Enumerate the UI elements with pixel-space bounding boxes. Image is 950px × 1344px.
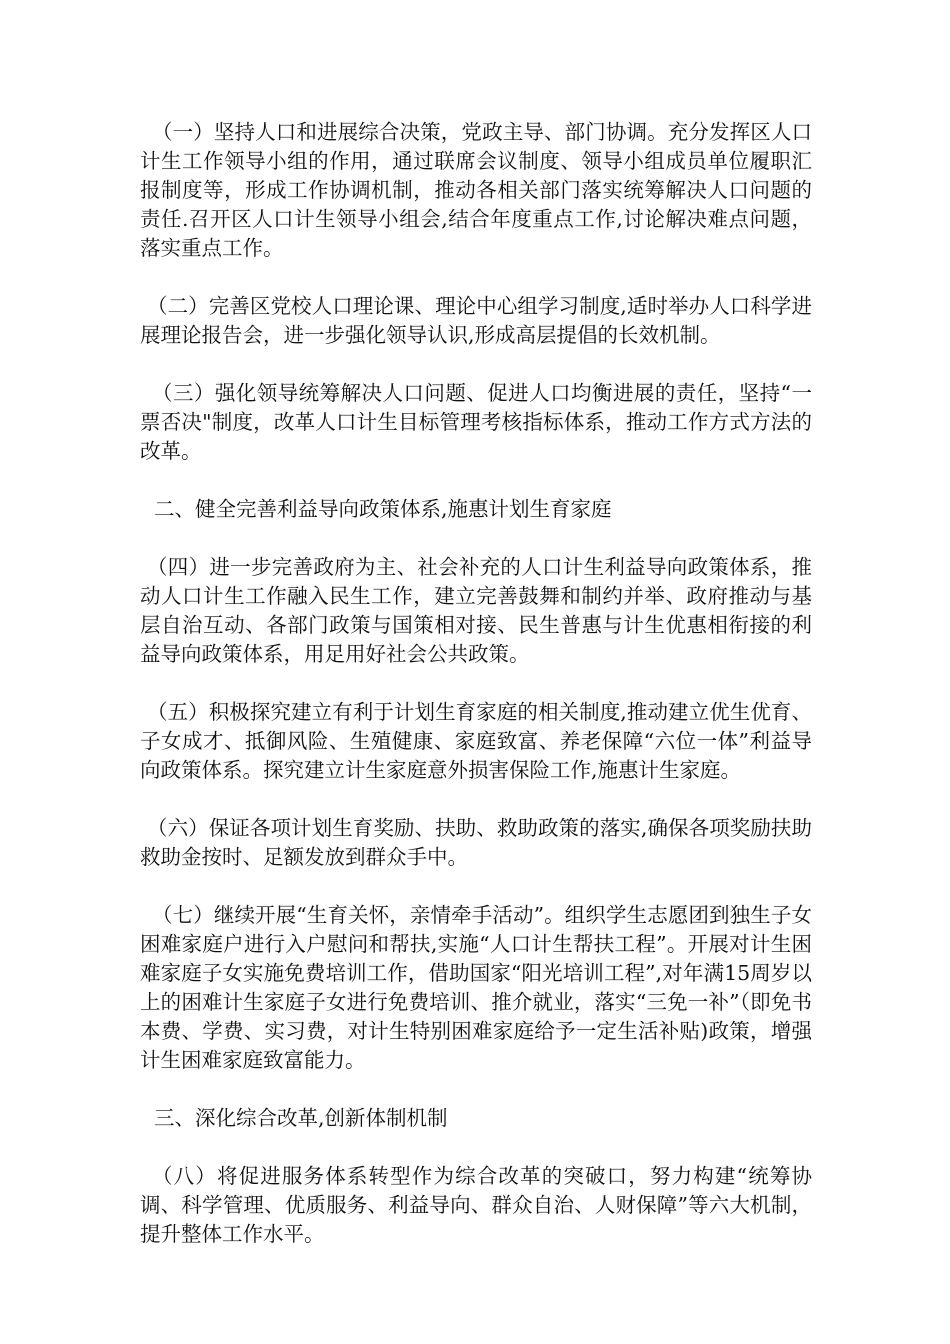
paragraph-5: （五）积极探究建立有利于计划生育家庭的相关制度,推动建立优生优育、子女成才、抵御风险、生殖健康、家庭致富、养老保障“六位一体”利益导向政策体系。探究建立计生家庭意外损害保险工作,施惠计生家庭。 [140,700,812,782]
paragraph-7: （七）继续开展“生育关怀，亲情牵手活动”。组织学生志愿团到独生子女困难家庭户进行入户慰问和帮扶,实施“人口计生帮扶工程”。开展对计生困难家庭子女实施免费培训工作，借助国家“阳光培训工程”,对年满15周岁以上的困难计生家庭子女进行免费培训、推介就业，落实“三免一补”（即免书本费、学费、实习费，对计生特别困难家庭给予一定生活补贴)政策，增强计生困难家庭致富能力。 [140,903,812,1072]
section-heading-2: 二、健全完善利益导向政策体系,施惠计划生育家庭 [154,497,612,521]
paragraph-6: （六）保证各项计划生育奖励、扶助、救助政策的落实,确保各项奖励扶助救助金按时、足额发放到群众手中。 [140,816,812,869]
paragraph-4: （四）进一步完善政府为主、社会补充的人口计生利益导向政策体系，推动人口计生工作融入民生工作，建立完善鼓舞和制约并举、政府推动与基层自治互动、各部门政策与国策相对接、民生普惠与计生优惠相衔接的利益导向政策体系，用足用好社会公共政策。 [140,555,812,666]
document-body [140,118,812,1278]
paragraph-2: （二）完善区党校人口理论课、理论中心组学习制度,适时举办人口科学进展理论报告会，进一步强化领导认识,形成高层提倡的长效机制。 [140,294,812,347]
paragraph-1: （一）坚持人口和进展综合决策，党政主导、部门协调。充分发挥区人口计生工作领导小组的作用，通过联席会议制度、领导小组成员单位履职汇报制度等，形成工作协调机制，推动各相关部门落实统筹解决人口问题的责任.召开区人口计生领导小组会,结合年度重点工作,讨论解决难点问题，落实重点工作。 [140,120,812,260]
paragraph-3: （三）强化领导统筹解决人口问题、促进人口均衡进展的责任，坚持“一票否决"制度，改革人口计生目标管理考核指标体系，推动工作方式方法的改革。 [140,381,812,463]
section-heading-3: 三、深化综合改革,创新体制机制 [154,1106,448,1130]
paragraph-8: （八）将促进服务体系转型作为综合改革的突破口，努力构建“统筹协调、科学管理、优质服务、利益导向、群众自治、人财保障”等六大机制，提升整体工作水平。 [140,1164,812,1246]
